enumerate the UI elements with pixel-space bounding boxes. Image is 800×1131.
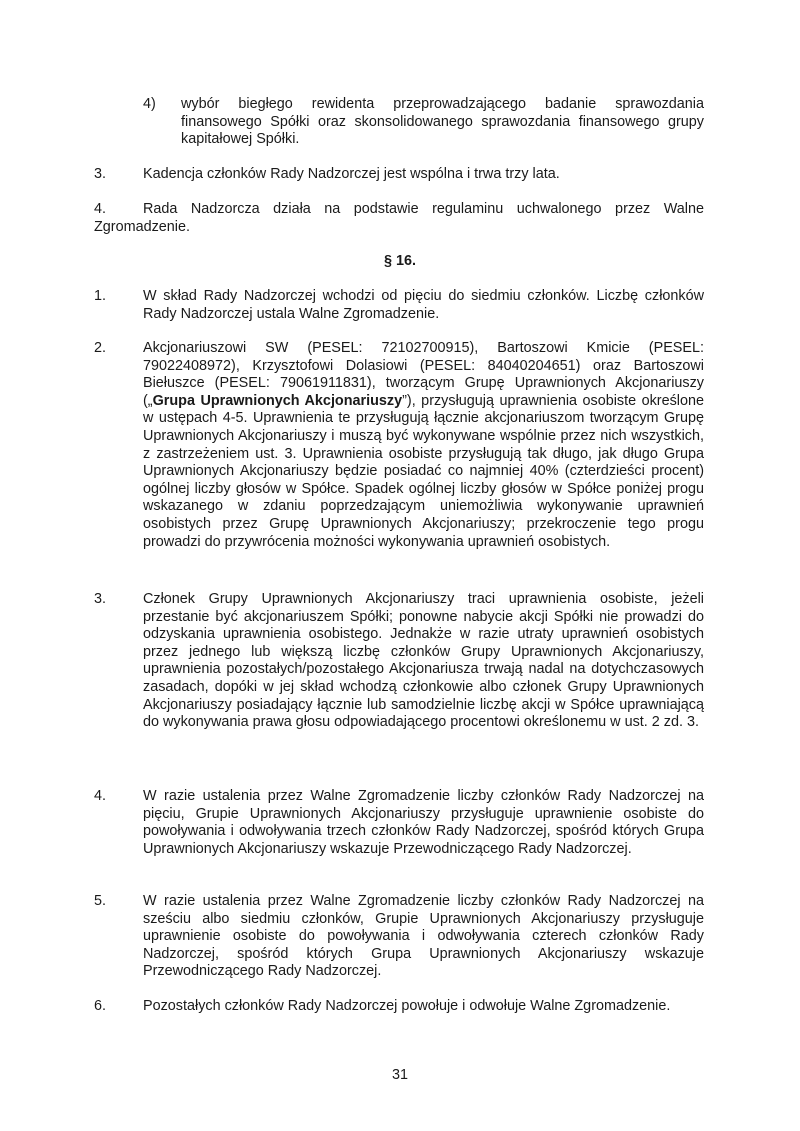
page-number: 31: [391, 1067, 408, 1083]
item-text: W razie ustalenia przez Walne Zgromadzenie liczby członków Rady Nadzorczej na pięciu, Grupie Uprawnionych Akcjonariuszy przysługuje uprawnienie osobiste do powoływania i odwoływania trzech członków Rady Nadzorczej, spośród których Grupa Uprawnionych Akcjonariuszy wskazuje Przewodniczącego Rady Nadzorczej.: [143, 788, 704, 857]
item-6: [94, 998, 704, 1016]
item-text: W razie ustalenia przez Walne Zgromadzenie liczby członków Rady Nadzorczej na sześciu albo siedmiu członków, Grupie Uprawnionych Akcjonariuszy przysługuje uprawnienie osobiste do powoływania i odwoływania czterech członków Rady Nadzorczej, spośród których Grupa Uprawnionych Akcjonariuszy wskazuje Przewodniczącego Rady Nadzorczej.: [143, 893, 704, 980]
item-2: [94, 340, 704, 551]
subitem-text: wybór biegłego rewidenta przeprowadzającego badanie sprawozdania finansowego Spółki oraz skonsolidowanego sprawozdania finansowego grupy kapitałowej Spółki.: [181, 96, 704, 148]
point-3: [94, 166, 704, 184]
point-4: [94, 201, 704, 236]
item-text: Członek Grupy Uprawnionych Akcjonariuszy traci uprawnienia osobiste, jeżeli przestanie być akcjonariuszem Spółki; ponowne nabycie akcji Spółki nie prowadzi do odzyskania uprawnienia osobistego. Jednakże w razie utraty uprawnień osobistych przez jednego lub większą liczbę członków Grupy Uprawnionych Akcjonariuszy, uprawnienia pozostałych/pozostałego Akcjonariusza trwają nadal na dotychczasowych zasadach, dopóki w jej skład wchodzą członkowie albo członek Grupy Uprawnionych Akcjonariuszy posiadający łącznie lub samodzielnie liczbę akcji w Spółce uprawniającą do wykonywania prawa głosu odpowiadającego procentowi określonemu w ust. 2 zd. 3.: [143, 591, 704, 731]
item-1: [94, 288, 704, 323]
item-text: Pozostałych członków Rady Nadzorczej powołuje i odwołuje Walne Zgromadzenie.: [143, 998, 671, 1014]
point-number: 3.: [94, 166, 107, 182]
item-5: [94, 893, 704, 981]
point-number: 4.: [94, 201, 107, 217]
item-3: [94, 591, 704, 732]
subitem-number: 4): [143, 96, 156, 112]
item-number: 6.: [94, 998, 107, 1014]
item-number: 2.: [94, 340, 107, 356]
item-number: 3.: [94, 591, 107, 607]
point-text: Kadencja członków Rady Nadzorczej jest wspólna i trwa trzy lata.: [143, 166, 560, 182]
point-text: Rada Nadzorcza działa na podstawie regulaminu uchwalonego przez Walne Zgromadzenie.: [94, 201, 704, 235]
item-4: [94, 788, 704, 858]
item-text: Akcjonariuszowi SW (PESEL: 72102700915), Bartoszowi Kmicie (PESEL: 79022408972), Krzysztofowi Dolasiowi (PESEL: 84040204651) oraz Bartoszowi Biełuszce (PESEL: 79061911831), tworzącym Grupę Uprawnionych Akcjonariuszy („Grupa Uprawnionych Akcjonariuszy”), przysługują uprawnienia osobiste określone w ustępach 4-5. Uprawnienia te przysługują łącznie akcjonariuszom tworzącym Grupę Uprawnionych Akcjonariuszy i muszą być wykonywane wspólnie przez nich wszystkich, z zastrzeżeniem ust. 3. Uprawnienia osobiste przysługują tak długo, jak długo Grupa Uprawnionych Akcjonariuszy będzie posiadać co najmniej 40% (czterdzieści procent) ogólnej liczby głosów w Spółce. Spadek ogólnej liczby głosów w Spółce poniżej progu wskazanego w zdaniu poprzedzającym uniemożliwia wykonywanie uprawnień osobistych przez Grupę Uprawnionych Akcjonariuszy; przekroczenie tego progu prowadzi do przywrócenia możności wykonywania uprawnień osobistych.: [143, 340, 705, 550]
item-text: W skład Rady Nadzorczej wchodzi od pięciu do siedmiu członków. Liczbę członków Rady Nadzorczej ustala Walne Zgromadzenie.: [143, 288, 704, 322]
defined-term: Grupa Uprawnionych Akcjonariuszy: [152, 392, 403, 409]
item-number: 4.: [94, 788, 107, 804]
section-title: § 16.: [383, 253, 416, 269]
item-number: 1.: [94, 288, 107, 304]
item-number: 5.: [94, 893, 107, 909]
subitem-4: [143, 96, 704, 149]
